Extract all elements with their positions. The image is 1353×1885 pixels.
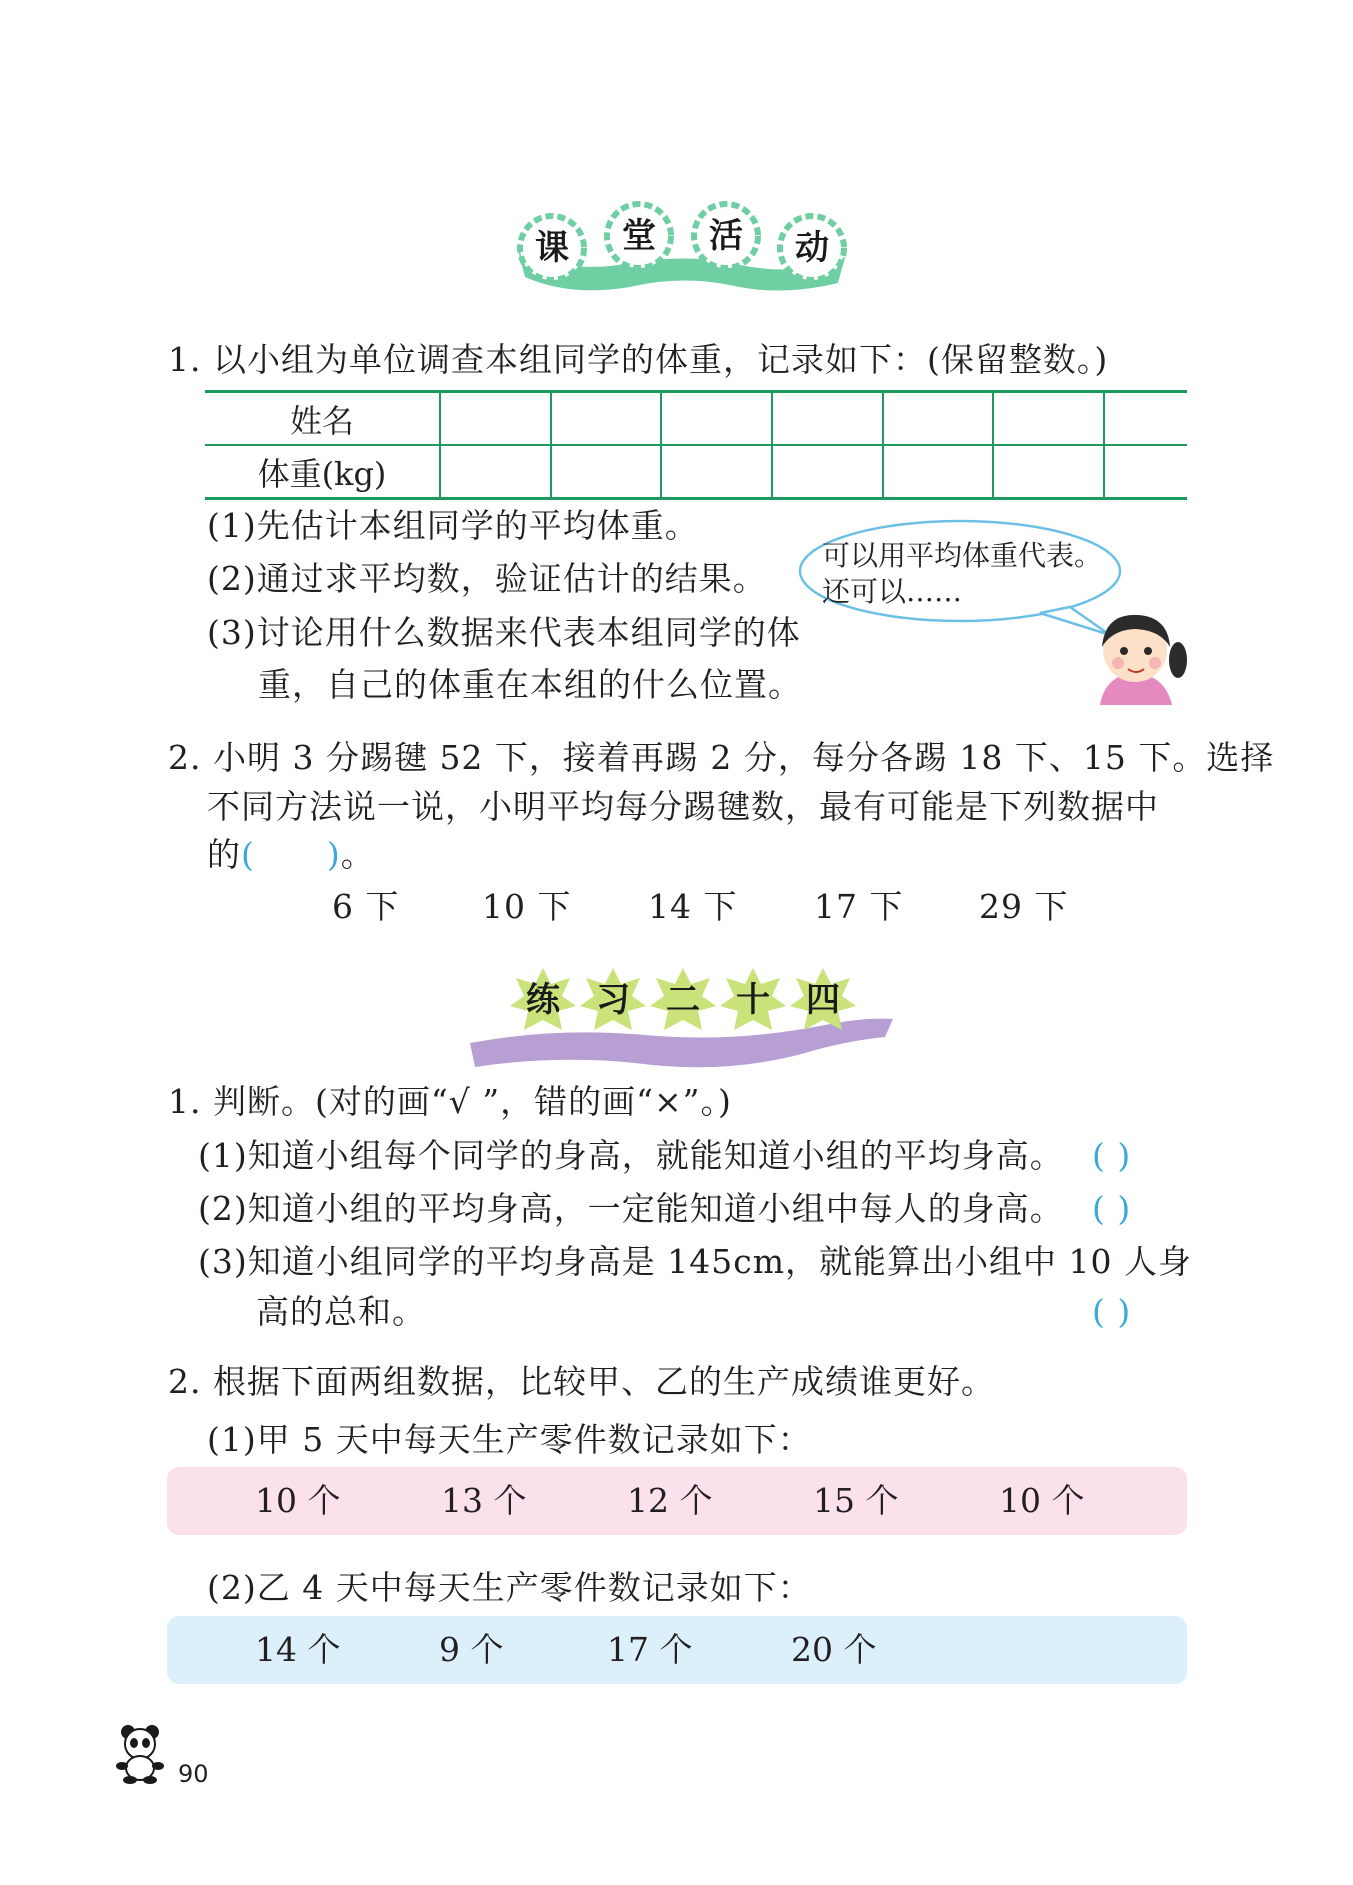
weight-table (205, 390, 1187, 500)
table-row (205, 392, 1187, 446)
practice-q1-item1: (1)知道小组每个同学的身高，就能知道小组的平均身高。 (198, 1136, 1064, 1175)
activity-q1-sub2: (2)通过求平均数，验证估计的结果。 (207, 559, 767, 598)
option-3: 14 下 (648, 887, 738, 926)
yi-value-2: 9 个 (439, 1630, 504, 1669)
activity-header-char-4: 动 (795, 228, 829, 268)
table-row-label-weight: 体重(kg) (205, 445, 440, 499)
practice-q1-title: 1. 判断。(对的画“√ ”，错的画“×”。) (168, 1082, 732, 1121)
activity-header-char-2: 堂 (622, 216, 656, 256)
option-5: 29 下 (979, 887, 1069, 926)
practice-header-char-2: 习 (596, 980, 630, 1020)
option-4: 17 下 (814, 887, 904, 926)
answer-blank-1[interactable]: ( ) (1092, 1136, 1132, 1175)
page-number: 90 (178, 1760, 209, 1788)
jia-value-4: 15 个 (813, 1481, 899, 1520)
practice-header-char-1: 练 (526, 980, 560, 1020)
activity-q2-line3: 的( )。 (207, 835, 375, 874)
practice-header-char-5: 四 (806, 980, 840, 1020)
table-row (205, 445, 1187, 499)
jia-data-band (167, 1467, 1187, 1535)
practice-header-char-4: 十 (736, 980, 770, 1020)
table-row-label-name: 姓名 (205, 392, 440, 446)
girl-avatar (1080, 605, 1190, 705)
answer-paren-open[interactable]: ( (241, 835, 255, 874)
panda-icon (108, 1720, 172, 1784)
jia-value-5: 10 个 (999, 1481, 1085, 1520)
yi-value-1: 14 个 (255, 1630, 341, 1669)
answer-blank-2[interactable]: ( ) (1092, 1189, 1132, 1228)
practice-q1-item3: (3)知道小组同学的平均身高是 145cm，就能算出小组中 10 人身 (198, 1242, 1192, 1281)
yi-data-band (167, 1616, 1187, 1684)
practice-q2-title: 2. 根据下面两组数据，比较甲、乙的生产成绩谁更好。 (168, 1362, 995, 1401)
practice-q1-item3-line2: 高的总和。 (256, 1292, 426, 1331)
jia-value-3: 12 个 (627, 1481, 713, 1520)
activity-q1-sub3-line2: 重，自己的体重在本组的什么位置。 (258, 665, 802, 704)
activity-q1-sub1: (1)先估计本组同学的平均体重。 (207, 506, 699, 545)
activity-q2-line2: 不同方法说一说，小明平均每分踢毽数，最有可能是下列数据中 (207, 787, 1159, 826)
practice-q2-part2-label: (2)乙 4 天中每天生产零件数记录如下： (207, 1568, 812, 1607)
yi-value-4: 20 个 (791, 1630, 877, 1669)
practice-header-char-3: 二 (666, 980, 700, 1020)
jia-value-1: 10 个 (255, 1481, 341, 1520)
activity-q1-sub3-line1: (3)讨论用什么数据来代表本组同学的体 (207, 613, 801, 652)
option-1: 6 下 (332, 887, 400, 926)
answer-paren-close[interactable]: ) (326, 835, 341, 874)
practice-q1-item2: (2)知道小组的平均身高，一定能知道小组中每人的身高。 (198, 1189, 1064, 1228)
answer-blank-3[interactable]: ( ) (1092, 1292, 1132, 1331)
yi-value-3: 17 个 (607, 1630, 693, 1669)
jia-value-2: 13 个 (441, 1481, 527, 1520)
practice-q2-part1-label: (1)甲 5 天中每天生产零件数记录如下： (207, 1420, 812, 1459)
activity-q1-text: 1. 以小组为单位调查本组同学的体重，记录如下：(保留整数。) (168, 340, 1109, 379)
activity-header-char-1: 课 (535, 228, 569, 268)
bubble-line-2: 还可以…… (822, 575, 963, 608)
activity-q2-line1: 2. 小明 3 分踢毽 52 下，接着再踢 2 分，每分各踢 18 下、15 下。选择 (168, 738, 1275, 777)
bubble-line-1: 可以用平均体重代表。 (822, 539, 1103, 572)
option-2: 10 下 (482, 887, 572, 926)
activity-header-char-3: 活 (709, 216, 743, 256)
